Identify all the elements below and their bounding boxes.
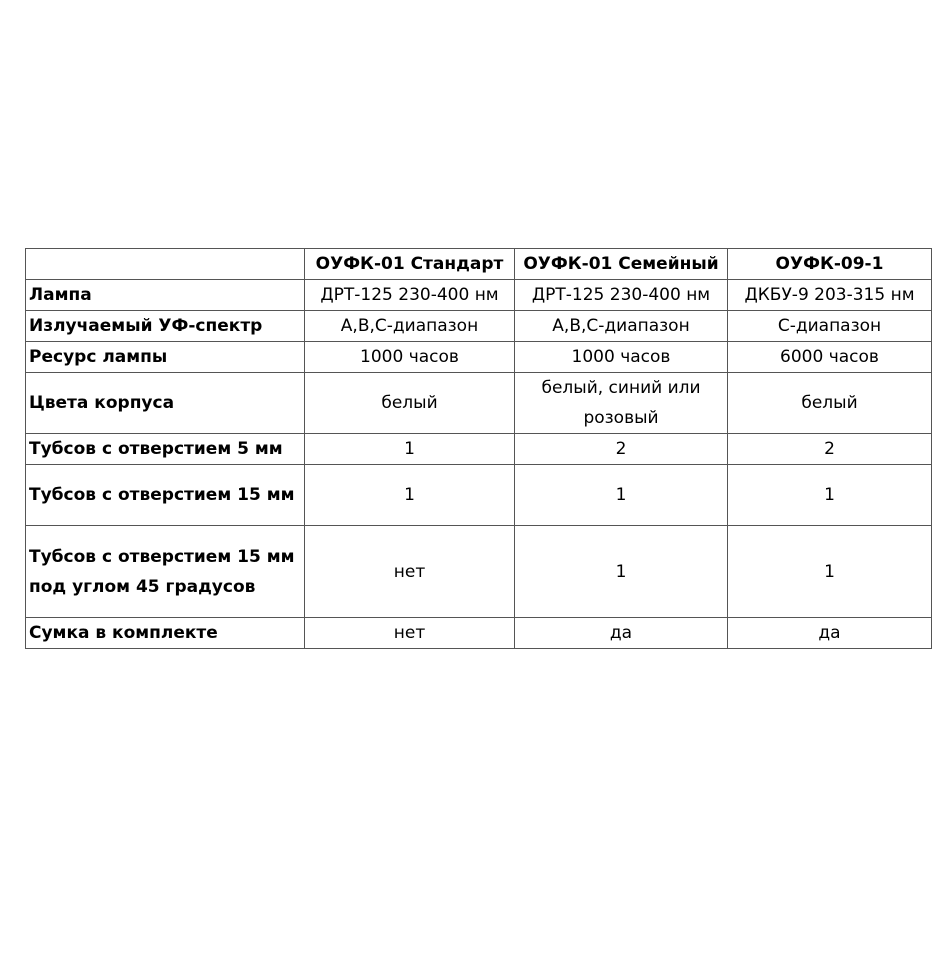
- table-cell: ДКБУ-9 203-315 нм: [728, 280, 932, 311]
- table-cell: ДРТ-125 230-400 нм: [305, 280, 515, 311]
- table-cell: 1: [515, 526, 728, 618]
- header-cell: ОУФК-01 Семейный: [515, 249, 728, 280]
- comparison-table: [25, 248, 932, 649]
- row-label: Тубсов с отверстием 5 мм: [26, 434, 305, 465]
- table-cell: да: [728, 618, 932, 649]
- table-cell: нет: [305, 618, 515, 649]
- table-row: [26, 618, 932, 649]
- table-cell: белый: [305, 373, 515, 434]
- table-header-row: [26, 249, 932, 280]
- table-cell: белый, синий или розовый: [515, 373, 728, 434]
- table-cell: 2: [515, 434, 728, 465]
- table-row: [26, 465, 932, 526]
- table-cell: 1: [305, 434, 515, 465]
- table-cell: 1: [305, 465, 515, 526]
- table-cell: ДРТ-125 230-400 нм: [515, 280, 728, 311]
- table-cell: да: [515, 618, 728, 649]
- table-cell: белый: [728, 373, 932, 434]
- table-cell: нет: [305, 526, 515, 618]
- header-cell: ОУФК-01 Стандарт: [305, 249, 515, 280]
- row-label: Тубсов с отверстием 15 мм: [26, 465, 305, 526]
- table-cell: 6000 часов: [728, 342, 932, 373]
- table-row: [26, 280, 932, 311]
- table-cell: 1: [728, 526, 932, 618]
- table-row: [26, 526, 932, 618]
- header-cell-empty: [26, 249, 305, 280]
- row-label: Ресурс лампы: [26, 342, 305, 373]
- table-cell: 2: [728, 434, 932, 465]
- row-label: Излучаемый УФ-спектр: [26, 311, 305, 342]
- table-cell: 1: [728, 465, 932, 526]
- table-row: [26, 311, 932, 342]
- row-label: Цвета корпуса: [26, 373, 305, 434]
- table-cell: 1000 часов: [305, 342, 515, 373]
- row-label: Лампа: [26, 280, 305, 311]
- table-cell: A,B,C-диапазон: [305, 311, 515, 342]
- row-label: Сумка в комплекте: [26, 618, 305, 649]
- table-cell: C-диапазон: [728, 311, 932, 342]
- table-cell: 1: [515, 465, 728, 526]
- table-cell: A,B,C-диапазон: [515, 311, 728, 342]
- table-row: [26, 434, 932, 465]
- header-cell: ОУФК-09-1: [728, 249, 932, 280]
- row-label: Тубсов с отверстием 15 мм под углом 45 градусов: [26, 526, 305, 618]
- table-row: [26, 373, 932, 434]
- table-cell: 1000 часов: [515, 342, 728, 373]
- table-row: [26, 342, 932, 373]
